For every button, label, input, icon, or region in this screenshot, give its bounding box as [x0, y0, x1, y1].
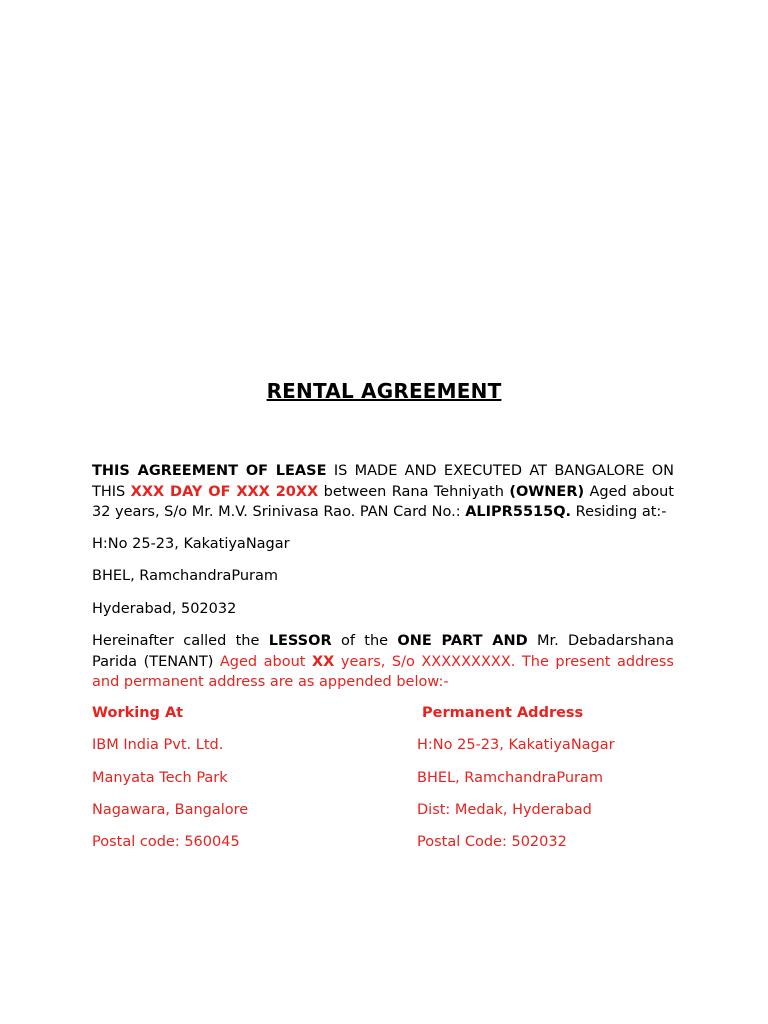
document-title: RENTAL AGREEMENT	[266, 379, 502, 403]
lessor-tenant-paragraph	[92, 631, 674, 693]
permanent-address-line: Postal Code: 502032	[417, 834, 567, 850]
permanent-address-line: Dist: Medak, Hyderabad	[417, 802, 592, 818]
working-at-line: IBM India Pvt. Ltd.	[92, 737, 224, 753]
intro-lead-bold: THIS AGREEMENT OF LEASE	[92, 463, 327, 479]
para2-text-c: Mr. Debadarshana Parida (TENANT)	[92, 633, 674, 670]
lessor-label: LESSOR	[268, 633, 332, 649]
agreement-intro-paragraph	[92, 461, 674, 523]
working-at-line: Nagawara, Bangalore	[92, 802, 249, 818]
owner-address-line: BHEL, RamchandraPuram	[92, 568, 279, 584]
working-at-heading: Working At	[92, 705, 184, 721]
tenant-age: XX	[312, 653, 335, 670]
owner-label: (OWNER)	[509, 483, 585, 500]
permanent-address-heading: Permanent Address	[422, 705, 584, 721]
para2-red-a: Aged about	[219, 653, 312, 670]
agreement-date: XXX DAY OF XXX 20XX	[130, 483, 319, 500]
intro-text-a: between Rana Tehniyath	[318, 483, 510, 500]
intro-text-b: Aged about 32 years, S/o Mr. M.V. Srinivasa Rao. PAN Card No.:	[92, 483, 674, 520]
owner-address-line: Hyderabad, 502032	[92, 601, 237, 617]
intro-lead-rest: IS MADE AND EXECUTED AT BANGALORE ON THIS	[92, 463, 674, 500]
working-at-line: Manyata Tech Park	[92, 770, 228, 786]
one-part-label: ONE PART AND	[397, 633, 528, 649]
para2-text-b: of the	[331, 633, 398, 649]
working-at-line: Postal code: 560045	[92, 834, 240, 850]
para2-red-b: years, S/o XXXXXXXXX. The present address and permanent address are as appended below:-	[92, 653, 674, 690]
pan-number: ALIPR5515Q.	[465, 504, 572, 520]
intro-text-c: Residing at:-	[571, 504, 667, 520]
para2-text-a: Hereinafter called the	[92, 633, 269, 649]
permanent-address-line: H:No 25-23, KakatiyaNagar	[417, 737, 615, 753]
permanent-address-line: BHEL, RamchandraPuram	[417, 770, 604, 786]
owner-address-line: H:No 25-23, KakatiyaNagar	[92, 536, 290, 552]
